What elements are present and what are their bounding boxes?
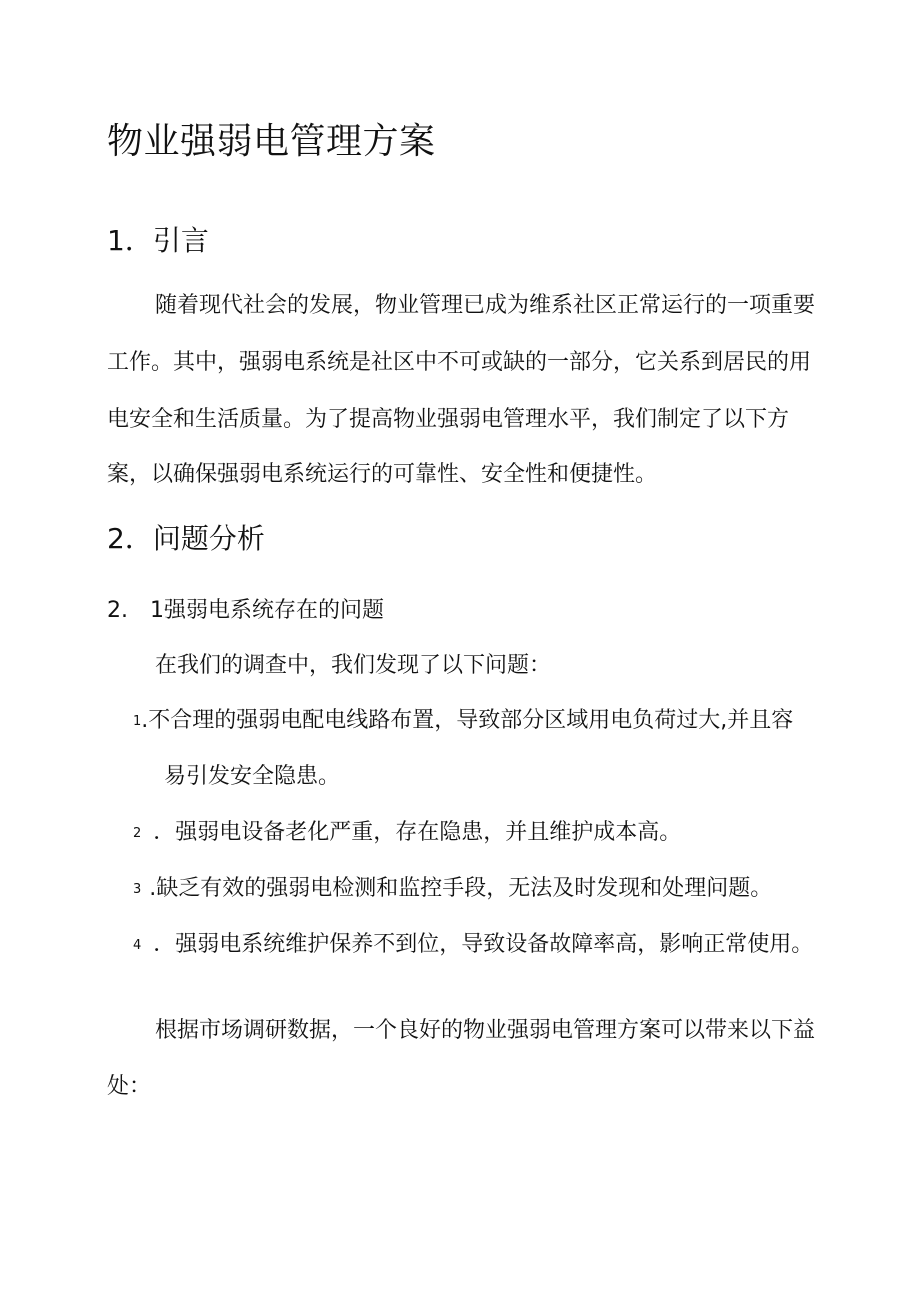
problems-intro: 在我们的调查中，我们发现了以下问题： — [155, 653, 552, 678]
intro-paragraph-line-2: 工作。其中，强弱电系统是社区中不可或缺的一部分，它关系到居民的用 — [107, 350, 812, 375]
list-item-text: ．强弱电系统维护保养不到位，导致设备故障率高，影响正常使用。 — [153, 932, 814, 957]
subsection-heading-problems: 2. 1强弱电系统存在的问题 — [107, 598, 384, 623]
document-title: 物业强弱电管理方案 — [107, 121, 436, 162]
list-item-number: 3 — [133, 881, 142, 897]
intro-paragraph-line-3: 电安全和生活质量。为了提高物业强弱电管理水平，我们制定了以下方 — [107, 407, 790, 432]
list-item-text: .缺乏有效的强弱电检测和监控手段，无法及时发现和处理问题。 — [149, 876, 773, 901]
list-item-number: 1 — [133, 713, 142, 729]
section-heading-intro: 1．引言 — [107, 224, 209, 257]
list-item-text: .不合理的强弱电配电线路布置，导致部分区域用电负荷过大,并且容 — [141, 708, 794, 733]
intro-paragraph-line-4: 案，以确保强弱电系统运行的可靠性、安全性和便捷性。 — [107, 462, 658, 487]
section-heading-problem-analysis: 2．问题分析 — [107, 522, 265, 555]
closing-paragraph-line-2: 处： — [107, 1074, 152, 1099]
closing-paragraph-line-1: 根据市场调研数据，一个良好的物业强弱电管理方案可以带来以下益 — [155, 1018, 816, 1043]
list-item-number: 4 — [133, 937, 142, 953]
list-item — [133, 871, 772, 902]
list-item — [133, 927, 813, 958]
list-item — [133, 703, 793, 734]
list-item-number: 2 — [133, 825, 142, 841]
list-item-text: ．强弱电设备老化严重，存在隐患，并且维护成本高。 — [153, 820, 682, 845]
list-item — [133, 815, 681, 846]
intro-paragraph-line-1: 随着现代社会的发展，物业管理已成为维系社区正常运行的一项重要 — [155, 293, 816, 318]
list-item-continuation: 易引发安全隐患。 — [164, 764, 341, 789]
